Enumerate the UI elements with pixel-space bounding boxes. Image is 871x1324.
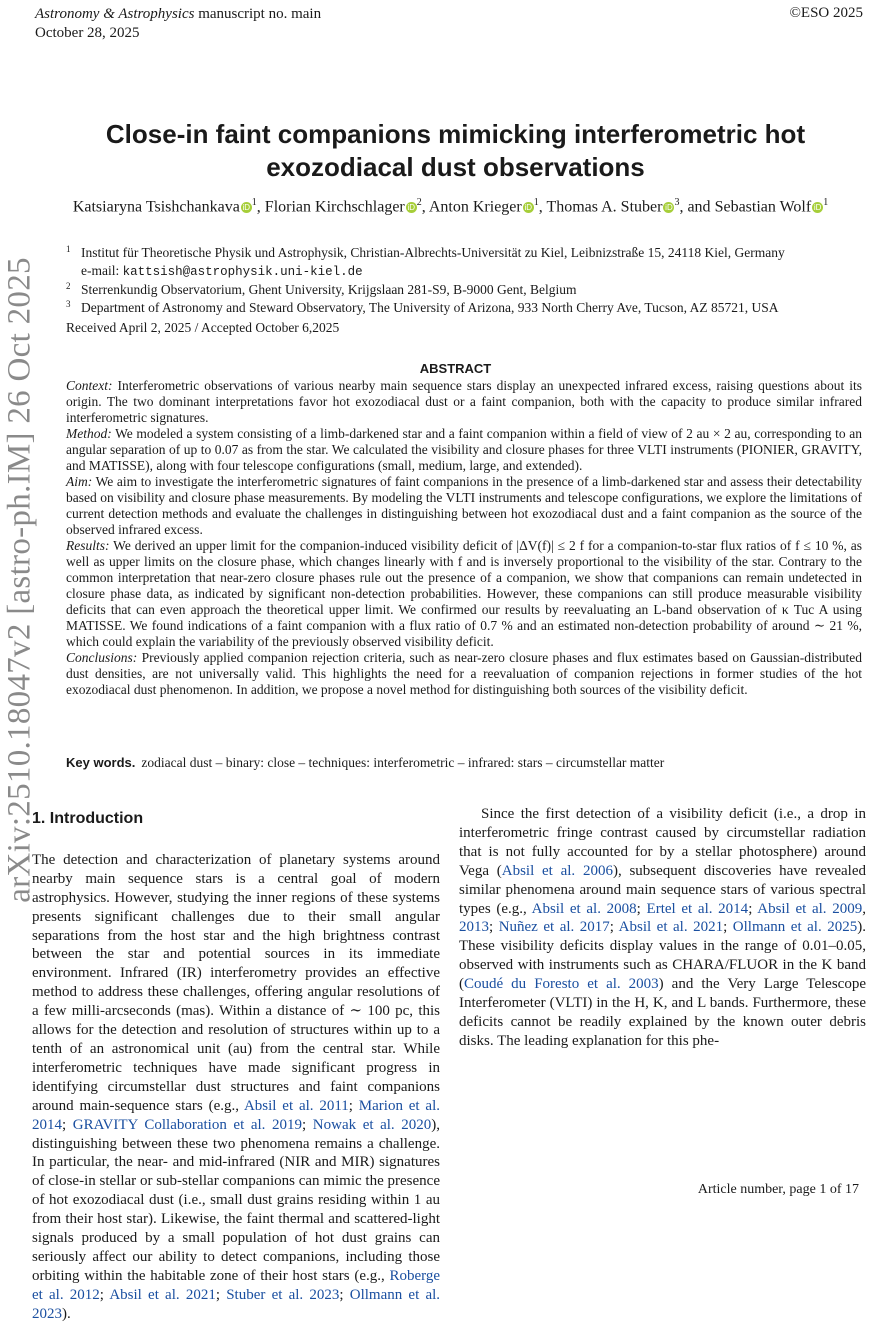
author-affiliation-mark: 1 (823, 197, 829, 208)
author-separator: , (256, 198, 265, 216)
affiliation-text: Sterrenkundig Observatorium, Ghent University, Krijgslaan 281-S9, B-9000 Gent, Belgium (81, 282, 577, 297)
affiliation-number: 1 (66, 244, 71, 254)
body-text: ). These visibility deficits display values in the range of 0.01–0.05, observed with instruments such as CHARA/FLUOR in the K band ( (459, 919, 866, 993)
abstract-text: We derived an upper limit for the companion-induced visibility deficit of |ΔV(f)| ≤ 2 f for a companion-to-star flux ratios of f ≤ 10 %, as well as upper limits on the closure phase, which changes linearly with f and is inversely proportional to the visibility of the star. Contrary to the common interpretation that near-zero closure phases rule out the presence of a companion, we show that companions can remain undetected in closure phase data, as indicated by significant non-detection probabilities. However, these companions can still produce measurable visibility deficits that can even approach the theoretical upper limit. We confirmed our results by reevaluating an L-band observation of κ Tuc A using MATISSE. We found indications of a faint companion with a flux ratio of 0.7 % and an estimated non-detection probability of around ∼ 21 %, which could explain the variability of the previously observed visibility deficit. (66, 538, 862, 649)
abstract-body (66, 378, 862, 698)
abstract-aim (66, 474, 862, 538)
body-text: ; (348, 1097, 359, 1114)
body-text: ; (62, 1116, 73, 1133)
body-text: Since the first detection of a visibility deficit (i.e., a drop in interferometric fringe contrast caused by circumstellar radiation that is not fully accounted for by a stellar photosphere) around Vega ( (459, 806, 866, 879)
paper-title: Close-in faint companions mimicking interferometric hot exozodiacal dust observations (105, 119, 806, 182)
abstract-heading: ABSTRACT (419, 361, 492, 376)
copyright-notice: ©ESO 2025 (789, 5, 863, 21)
author-affiliation-mark: 2 (416, 197, 422, 208)
affiliation-text: Department of Astronomy and Steward Observatory, The University of Arizona, 933 North Cherry Ave, Tucson, AZ 85721, USA (81, 299, 779, 315)
orcid-icon[interactable]: iD (242, 203, 251, 213)
intro-paragraph-2 (459, 805, 866, 1051)
citation-link[interactable]: Absil et al. 2006 (501, 862, 613, 879)
citation-link[interactable]: Ollmann et al. 2025 (732, 919, 858, 936)
author-name[interactable]: Katsiaryna Tsishchankava (72, 198, 240, 216)
body-text: The detection and characterization of planetary systems around nearby main sequence stars is a central goal of modern astrophysics. However, studying the inner regions of these systems presents significant challenges due to their small angular separations from the host star and the high brightness contrast between the star and potential sources in its immediate environment. Infrared (IR) interferometry provides an effective method to address these challenges, offering angular resolutions of a few milli-arcseconds (mas). Within a distance of ∼ 100 pc, this allows for the detection and resolution of structures within up to a tenth of an astronomical unit (au) from the central star. While interferometric techniques have made significant progress in identifying circumstellar dust structures and faint companions around main-sequence stars (e.g., (32, 851, 440, 1114)
keywords (66, 755, 862, 771)
affiliation-text: Institut für Theoretische Physik und Astrophysik, Christian-Albrechts-Universität zu Kiel, Leibnizstraße 15, 24118 Kiel, Germany (81, 245, 785, 260)
body-text: ; (636, 900, 647, 917)
citation-link[interactable]: GRAVITY Collaboration et al. 2019 (72, 1116, 303, 1133)
abstract-label: Conclusions: (66, 650, 138, 665)
keywords-text: zodiacal dust – binary: close – techniques: interferometric – infrared: stars – circumstellar matter (141, 755, 665, 770)
citation-link[interactable]: Nowak et al. 2020 (312, 1116, 432, 1133)
citation-link[interactable]: Absil et al. 2011 (243, 1097, 349, 1114)
abstract-label: Context: (66, 378, 113, 393)
body-text: ; (215, 1286, 227, 1303)
affiliation-item (66, 299, 856, 317)
running-header (35, 5, 321, 43)
manuscript-label: manuscript no. main (198, 6, 322, 22)
intro-paragraph-1 (32, 851, 440, 1324)
journal-name: Astronomy & Astrophysics (35, 6, 195, 22)
body-text: ; (339, 1286, 350, 1303)
affiliation-number: 2 (66, 281, 71, 291)
author-separator: , and (679, 198, 715, 216)
body-text: ; (99, 1286, 110, 1303)
affiliation-item (66, 281, 856, 299)
abstract-text: We modeled a system consisting of a limb-darkened star and a faint companion within a field of view of 2 au × 2 au, corresponding to an angular separation of up to 0.07 as from the star. We calculated the visibility and closure phases for three VLTI instruments (PIONIER, GRAVITY, and MATISSE), along with four telescope configurations (small, medium, large, and extended). (66, 426, 862, 473)
arxiv-stamp-text: arXiv:2510.18047v2 [astro-ph.IM] 26 Oct 2025 (1, 257, 38, 903)
author-list (40, 197, 861, 216)
orcid-icon[interactable]: iD (407, 203, 416, 213)
header-date: October 28, 2025 (35, 25, 140, 41)
email-label: e-mail: (81, 262, 123, 278)
author-separator: , (538, 198, 547, 216)
citation-link[interactable]: Ertel et al. 2014 (646, 900, 749, 917)
citation-link[interactable]: Roberge et al. 2012 (32, 1267, 440, 1303)
affiliation-number: 3 (66, 298, 71, 309)
author-affiliation-mark: 1 (251, 197, 257, 208)
body-text: ; (489, 919, 499, 936)
body-text: ). (62, 1305, 71, 1322)
abstract-text: We aim to investigate the interferometric signatures of faint companions in the presence of a limb-darkened star and assess their detectability based on visibility and closure phase measurements. By modeling the VLTI instruments and telescope configurations, we explore the limitations of current detection methods and evaluate the challenges in distinguishing between hot exozodiacal dust and a faint companion as the source of the observed infrared excess. (66, 474, 862, 537)
citation-link[interactable]: Absil et al. 2021 (109, 1286, 216, 1303)
author-name[interactable]: Anton Krieger (428, 198, 522, 216)
column-right (459, 805, 866, 1051)
abstract-label: Aim: (66, 474, 93, 489)
section-heading: 1. Introduction (32, 810, 144, 827)
body-text: ; (723, 919, 733, 936)
received-dates: Received April 2, 2025 / Accepted October 6,2025 (66, 320, 340, 335)
abstract-label: Method: (66, 426, 112, 441)
author-affiliation-mark: 1 (533, 197, 539, 208)
author-separator: , (421, 198, 429, 216)
author-affiliation-mark: 3 (674, 197, 680, 208)
keywords-label: Key words. (66, 755, 136, 770)
orcid-icon[interactable]: iD (524, 203, 533, 213)
body-text: , (862, 900, 866, 917)
abstract-label: Results: (66, 538, 110, 553)
abstract-conclusions (66, 650, 862, 698)
citation-link[interactable]: Coudé du Foresto et al. 2003 (464, 976, 659, 993)
affiliation-list (66, 244, 856, 316)
author-name[interactable]: Sebastian Wolf (714, 198, 812, 216)
page-footer: Article number, page 1 of 17 (697, 1182, 859, 1197)
abstract-text: Previously applied companion rejection criteria, such as near-zero closure phases and flux estimates based on Gaussian-distributed dust densities, are not universally valid. This highlights the need for a reevaluation of companion rejections in former studies of the hot exozodiacal dust phenomenon. In addition, we propose a novel method for distinguishing both sources of the visibility deficit. (66, 650, 862, 697)
abstract-text: Interferometric observations of various nearby main sequence stars display an unexpected infrared excess, raising questions about its origin. The two dominant interpretations favor hot exozodiacal dust or a faint companion, both with the capacity to produce similar infrared interferometric signatures. (66, 378, 862, 425)
orcid-icon[interactable]: iD (813, 203, 822, 213)
citation-link[interactable]: 2013 (459, 919, 489, 936)
author-name[interactable]: Florian Kirchschlager (264, 198, 405, 216)
affiliation-item (66, 244, 856, 281)
body-text: ; (302, 1116, 313, 1133)
citation-link[interactable]: Ollmann et al. 2023 (32, 1286, 441, 1322)
email-link[interactable]: kattsish@astrophysik.uni-kiel.de (122, 264, 363, 279)
citation-link[interactable]: Absil et al. 2021 (618, 919, 724, 936)
abstract-results (66, 538, 862, 650)
citation-link[interactable]: Absil et al. 2008 (531, 900, 637, 917)
body-text: ), subsequent discoveries have revealed similar phenomena around main sequence stars of various spectral types (e.g., (459, 862, 866, 917)
abstract-context (66, 378, 862, 426)
body-text: ) and the Very Large Telescope Interferometer (VLTI) in the H, K, and L bands. Furthermore, these deficits cannot be readily explained by the known outer debris disks. The leading explanation for this phe- (459, 976, 866, 1049)
body-text: ; (609, 919, 619, 936)
orcid-icon[interactable]: iD (665, 203, 673, 213)
citation-link[interactable]: Stuber et al. 2023 (226, 1286, 340, 1303)
abstract-method (66, 426, 862, 474)
citation-link[interactable]: Absil et al. 2009 (757, 900, 863, 917)
citation-link[interactable]: Marion et al. 2014 (32, 1097, 440, 1133)
column-left (32, 810, 440, 1324)
citation-link[interactable]: Nuñez et al. 2017 (498, 919, 610, 936)
author-name[interactable]: Thomas A. Stuber (546, 198, 663, 216)
body-text: ; (748, 900, 758, 917)
body-text: ), distinguishing between these two phenomena remains a challenge. In particular, the near- and mid-infrared (NIR and MIR) signatures of close-in stellar or sub-stellar companions can mimic the presence of hot exozodiacal dust (i.e., small dust grains residing within 1 au from their host star). Likewise, the faint thermal and scattered-light signals produced by a small population of hot dust grains can seriously affect our ability to detect companions, including those orbiting within the habitable zone of their host stars (e.g., (32, 1116, 441, 1284)
